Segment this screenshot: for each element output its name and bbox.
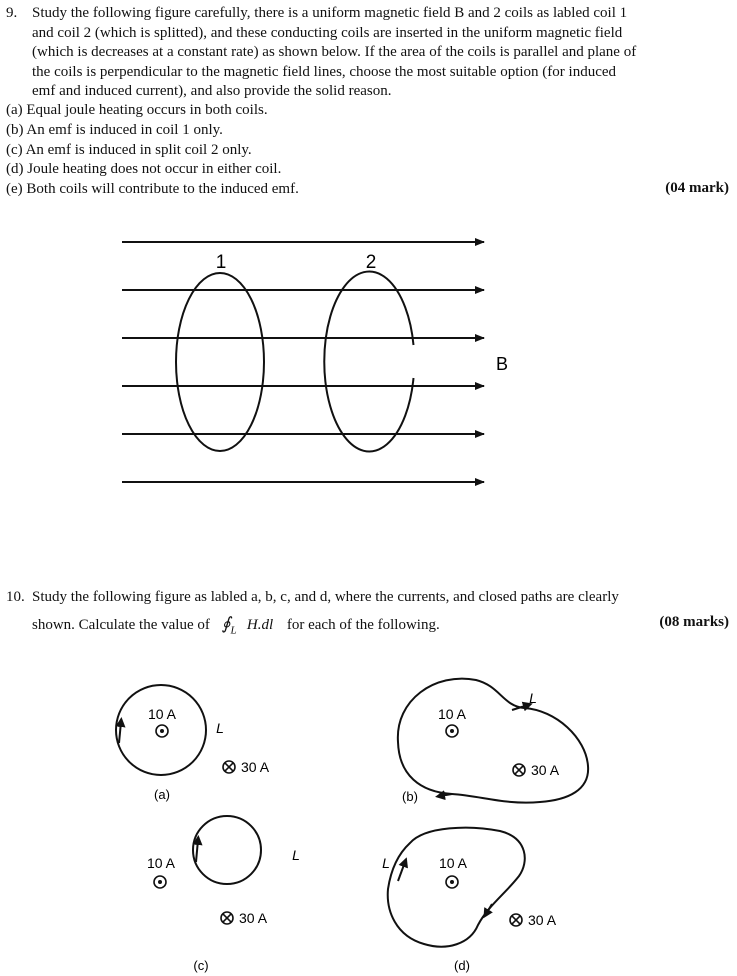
- caption-a: (a): [154, 787, 170, 802]
- figure-a: [116, 685, 270, 802]
- question-10-suffix: for each of the following.: [286, 617, 440, 633]
- option-e: (e) Both coils will contribute to the induced emf.: [6, 181, 299, 197]
- option-a: (a) Equal joule heating occurs in both coils.: [6, 102, 268, 118]
- current-out-icon: [156, 725, 168, 737]
- path-label-a: L: [216, 720, 224, 736]
- question-9-line: (which is decreases at a constant rate) as shown below. If the area of the coils is parallel and plane of: [32, 44, 637, 61]
- current-out-label-c: 10 A: [146, 855, 176, 871]
- current-in-label-c: 30 A: [239, 910, 268, 926]
- question-10-number: 10.: [6, 589, 25, 605]
- path-label-b: L: [529, 690, 537, 706]
- coil-1-label: 1: [215, 252, 227, 273]
- question-9-number: 9.: [6, 5, 18, 21]
- path-direction-arrow-a: [119, 722, 121, 743]
- option-b: (b) An emf is induced in coil 1 only.: [6, 122, 223, 138]
- current-in-label-a: 30 A: [241, 759, 270, 775]
- coil-2-label: 2: [365, 252, 377, 273]
- question-10-prefix: shown. Calculate the value of: [32, 617, 210, 633]
- line-integral-symbol: $∮_L$: [221, 614, 237, 637]
- path-loop-c: [193, 816, 261, 884]
- path-loop-b: [398, 679, 588, 803]
- question-9-marks: (04 mark): [665, 180, 729, 196]
- option-d: (d) Joule heating does not occur in either coil.: [6, 161, 282, 177]
- current-out-label-b: 10 A: [437, 706, 467, 722]
- current-in-label-b: 30 A: [531, 762, 560, 778]
- question-9-line: Study the following figure carefully, there is a uniform magnetic field B and 2 coils as labled coil 1: [32, 5, 628, 21]
- path-direction-arrow-d: [486, 904, 492, 914]
- question-9-line: the coils is perpendicular to the magnetic field lines, choose the most suitable option (for induced: [32, 63, 617, 80]
- question-10-line-1: Study the following figure as labled a, b, c, and d, where the currents, and closed paths are clearly: [32, 589, 619, 605]
- caption-c: (c): [193, 958, 209, 973]
- caption-d: (d): [454, 958, 470, 973]
- current-in-icon: [223, 761, 235, 773]
- field-label: B: [495, 354, 509, 374]
- current-in-icon: [510, 914, 522, 926]
- current-out-icon: [446, 725, 458, 737]
- current-out-icon: [446, 876, 458, 888]
- current-in-icon: [221, 912, 233, 924]
- integrand: H.dl: [246, 617, 274, 633]
- path-label-d: L: [382, 855, 390, 871]
- current-out-label-d: 10 A: [438, 855, 468, 871]
- current-out-icon: [154, 876, 166, 888]
- question-9-line: and coil 2 (which is splitted), and these conducting coils are inserted in the uniform magnetic field: [32, 24, 623, 41]
- path-direction-arrow-d: [398, 862, 405, 881]
- caption-b: (b): [402, 789, 418, 804]
- question-10-marks: (08 marks): [659, 614, 729, 630]
- path-direction-arrow-b: [440, 794, 452, 796]
- figure-b: [398, 679, 588, 804]
- question-9-line: emf and induced current), and also provide the solid reason.: [32, 83, 392, 100]
- current-out-label-a: 10 A: [147, 706, 177, 722]
- figure-d: [382, 828, 557, 973]
- figure-c: [147, 816, 300, 973]
- path-label-c: L: [292, 847, 300, 863]
- current-in-icon: [513, 764, 525, 776]
- path-direction-arrow-c: [196, 840, 198, 862]
- option-c: (c) An emf is induced in split coil 2 only.: [6, 142, 252, 158]
- current-in-label-d: 30 A: [528, 912, 557, 928]
